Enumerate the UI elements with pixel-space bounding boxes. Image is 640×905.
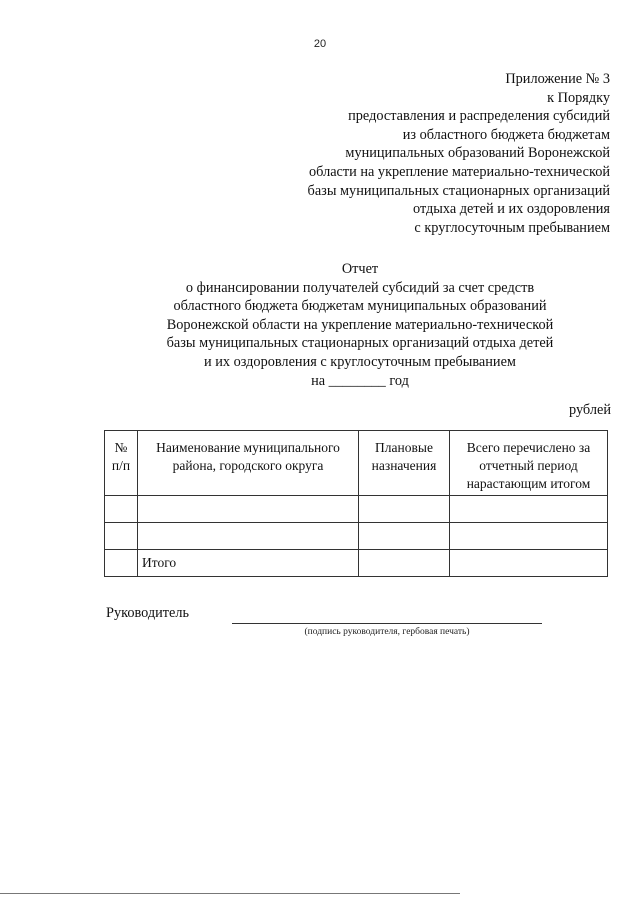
appendix-line: области на укрепление материально-технической <box>309 163 610 180</box>
table-cell <box>359 523 450 550</box>
table-header-row <box>105 431 608 496</box>
appendix-line: из областного бюджета бюджетам <box>402 126 610 143</box>
appendix-line: Приложение № 3 <box>505 71 610 87</box>
table-cell <box>450 496 608 523</box>
total-label: Итого <box>138 550 359 577</box>
table-cell <box>359 550 450 577</box>
report-subtitle-line: областного бюджета бюджетам муниципальных образований <box>173 298 547 315</box>
report-year-line: на ________ год <box>311 372 409 389</box>
units-label: рублей <box>569 402 611 418</box>
appendix-line: отдыха детей и их оздоровления <box>413 201 610 218</box>
header-planned: Плановые назначения <box>359 431 450 496</box>
table-cell <box>450 523 608 550</box>
table-cell <box>138 496 359 523</box>
appendix-line: с круглосуточным пребыванием <box>414 219 610 236</box>
appendix-block <box>250 70 610 237</box>
page-number: 20 <box>313 38 327 50</box>
appendix-line: муниципальных образований Воронежской <box>345 145 610 162</box>
table-cell <box>359 496 450 523</box>
report-title: Отчет <box>341 261 379 277</box>
appendix-line: предоставления и распределения субсидий <box>348 108 610 125</box>
header-transferred: Всего перечислено за отчетный период нарастающим итогом <box>450 431 608 496</box>
table-cell <box>450 550 608 577</box>
report-subtitle-line: о финансировании получателей субсидий за счет средств <box>185 279 535 296</box>
table-cell <box>105 523 138 550</box>
signature-label: Руководитель <box>106 605 190 621</box>
table-cell <box>105 496 138 523</box>
table-row <box>105 523 608 550</box>
report-heading <box>0 260 640 390</box>
header-municipality: Наименование муниципального района, городского округа <box>138 431 359 496</box>
report-subtitle-line: Воронежской области на укрепление материально-технической <box>166 316 554 333</box>
appendix-line: к Порядку <box>547 89 610 106</box>
table-row <box>105 496 608 523</box>
report-table <box>104 430 608 577</box>
signature-caption: (подпись руководителя, гербовая печать) <box>304 627 470 637</box>
signature-line <box>232 623 542 624</box>
header-number: № п/п <box>105 431 138 496</box>
appendix-line: базы муниципальных стационарных организаций <box>307 182 610 199</box>
report-subtitle-line: базы муниципальных стационарных организаций отдыха детей <box>166 335 554 352</box>
table-total-row <box>105 550 608 577</box>
table-cell <box>105 550 138 577</box>
report-subtitle-line: и их оздоровления с круглосуточным пребыванием <box>204 353 516 370</box>
table-cell <box>138 523 359 550</box>
scan-bottom-edge <box>0 893 460 894</box>
